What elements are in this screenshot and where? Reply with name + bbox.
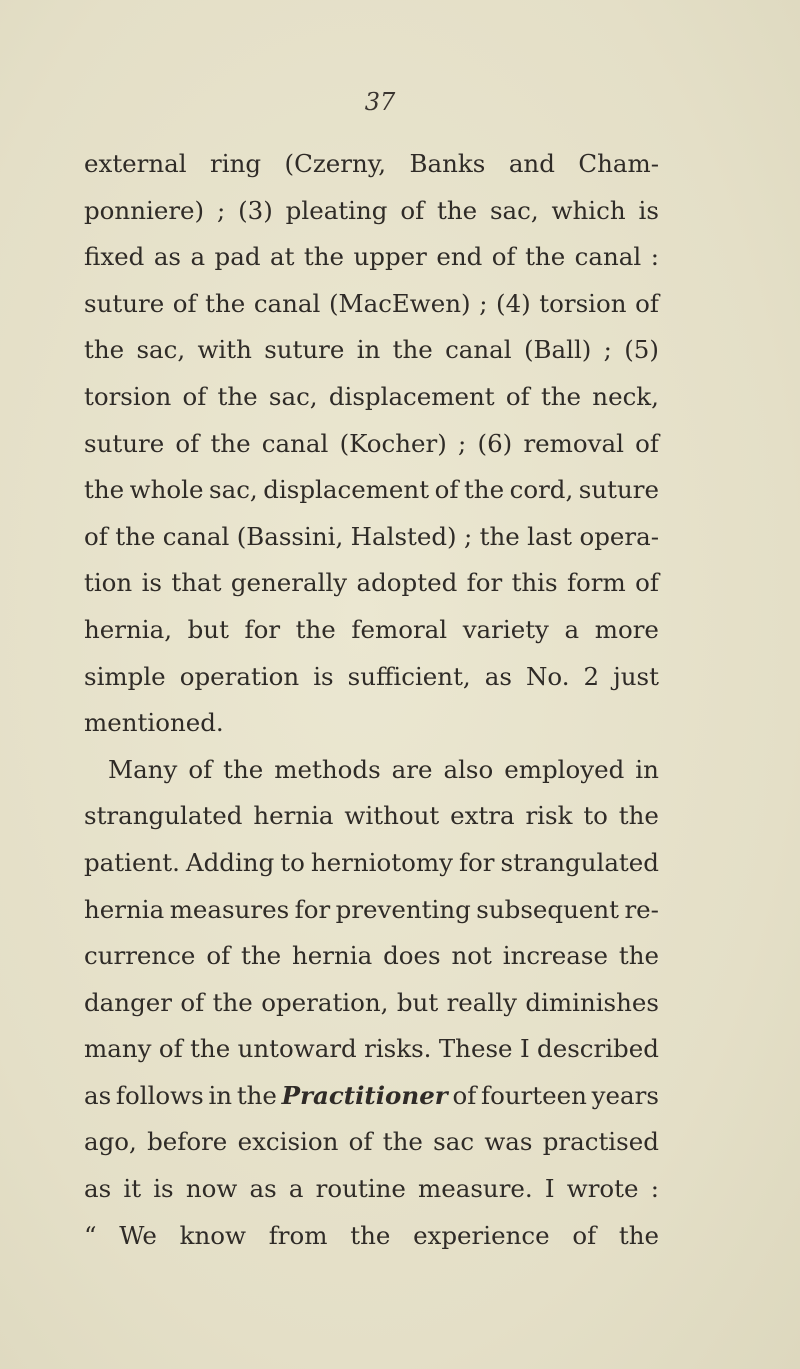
text-line: Many of the methods are also employed in (108, 754, 659, 784)
text-line: ponniere) ; (3) pleating of the sac, which is (84, 195, 659, 225)
text-line: of the canal (Bassini, Halsted) ; the last opera- (84, 521, 659, 551)
text-line: patient. Adding to herniotomy for strangulated (84, 847, 659, 877)
text-line: external ring (Czerny, Banks and Cham- (84, 149, 659, 178)
text-line: fixed as a pad at the upper end of the canal : (84, 242, 659, 272)
page-number: 37 (364, 88, 396, 116)
text-line: suture of the canal (MacEwen) ; (4) torsion of (84, 288, 659, 318)
text-line: tion is that generally adopted for this form of (84, 568, 659, 598)
text-line: many of the untoward risks. These I described (84, 1034, 659, 1064)
text-line: as follows in the Practitioner of fourteen years (84, 1080, 659, 1110)
text-line: strangulated hernia without extra risk to the (84, 801, 659, 831)
text-line: mentioned. (84, 708, 224, 738)
body-text (84, 144, 659, 1262)
text-line: simple operation is sufficient, as No. 2 just (84, 661, 659, 691)
text-line: “ We know from the experience of the (84, 1220, 659, 1250)
text-line: hernia, but for the femoral variety a more (84, 614, 659, 644)
text-line: suture of the canal (Kocher) ; (6) removal of (84, 428, 659, 458)
text-line: the whole sac, displacement of the cord, suture (84, 475, 659, 505)
text-line: as it is now as a routine measure. I wrote : (84, 1174, 659, 1204)
text-line: ago, before excision of the sac was practised (84, 1127, 659, 1157)
text-line: hernia measures for preventing subsequent re- (84, 894, 659, 924)
text-line: the sac, with suture in the canal (Ball) ; (5) (84, 335, 659, 365)
text-line: torsion of the sac, displacement of the neck, (84, 381, 659, 411)
text-line: currence of the hernia does not increase the (84, 941, 659, 971)
text-line: danger of the operation, but really diminishes (84, 987, 659, 1017)
